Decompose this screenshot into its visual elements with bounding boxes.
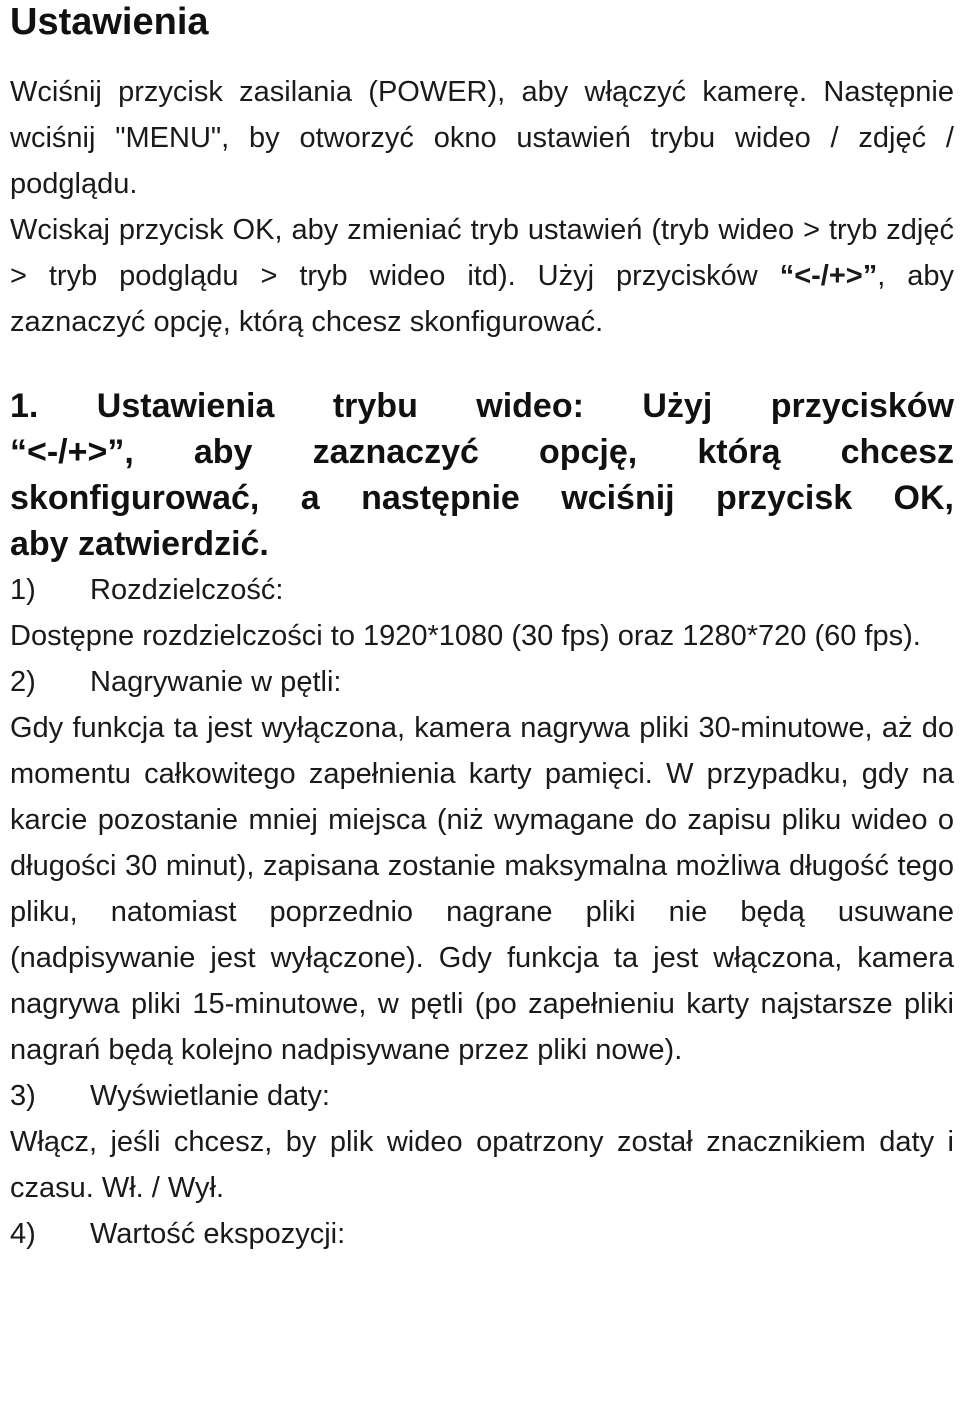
item-heading-exposure	[10, 1211, 954, 1257]
item-label: Nagrywanie w pętli:	[90, 666, 342, 698]
item-text-date-display: Włącz, jeśli chcesz, by plik wideo opatrzony został znacznikiem daty i czasu. Wł. / Wył.	[10, 1126, 954, 1204]
item-number: 2)	[10, 666, 36, 698]
intro-paragraph-2-start: Wciskaj przycisk OK, aby zmieniać tryb ustawień (tryb wideo > tryb zdjęć > tryb podglądu > tryb wideo itd). Użyj przycisków	[10, 214, 954, 292]
item-text-loop-recording: Gdy funkcja ta jest wyłączona, kamera nagrywa pliki 30-minutowe, aż do momentu całkowitego zapełnienia karty pamięci. W przypadku, gdy na karcie pozostanie mniej miejsca (niż wymagane do zapisu pliku wideo o długości 30 minut), zapisana zostanie maksymalna możliwa długość tego pliku, natomiast poprzednio nagrane pliki nie będą usuwane (nadpisywanie jest wyłączone). Gdy funkcja ta jest włączona, kamera nagrywa pliki 15-minutowe, w pętli (po zapełnieniu karty najstarsze pliki nagrań będą kolejno nadpisywane przez pliki nowe).	[10, 712, 954, 1066]
item-label: Wartość ekspozycji:	[90, 1218, 346, 1250]
document-page	[10, 0, 954, 1257]
item-text-resolution: Dostępne rozdzielczości to 1920*1080 (30 fps) oraz 1280*720 (60 fps).	[10, 620, 921, 652]
item-label: Rozdzielczość:	[90, 574, 284, 606]
intro-block	[10, 69, 954, 345]
item-number: 1)	[10, 574, 36, 606]
item-number: 4)	[10, 1218, 36, 1250]
item-heading-resolution	[10, 567, 954, 613]
item-heading-date-display	[10, 1073, 954, 1119]
section-heading-video-settings	[10, 383, 954, 567]
page-title: Ustawienia	[10, 1, 209, 43]
section-line-4: aby zatwierdzić.	[10, 525, 269, 563]
settings-list	[10, 567, 954, 1257]
item-number: 3)	[10, 1080, 36, 1112]
intro-paragraph-2-end: , aby zaznaczyć opcję, którą chcesz skonfigurować.	[10, 260, 955, 338]
section-line-2: “<-/+>”, aby zaznaczyć opcję, którą chcesz	[10, 433, 954, 471]
section-line-1: 1. Ustawienia trybu wideo: Użyj przycisków	[10, 387, 954, 425]
intro-paragraph-2	[10, 207, 954, 345]
intro-paragraph-1: Wciśnij przycisk zasilania (POWER), aby włączyć kamerę. Następnie wciśnij "MENU", by otworzyć okno ustawień trybu wideo / zdjęć / podglądu.	[10, 76, 954, 200]
section-line-3: skonfigurować, a następnie wciśnij przycisk OK,	[10, 479, 954, 517]
intro-keys: “<-/+>”	[779, 260, 878, 292]
item-label: Wyświetlanie daty:	[90, 1080, 330, 1112]
item-heading-loop-recording	[10, 659, 954, 705]
